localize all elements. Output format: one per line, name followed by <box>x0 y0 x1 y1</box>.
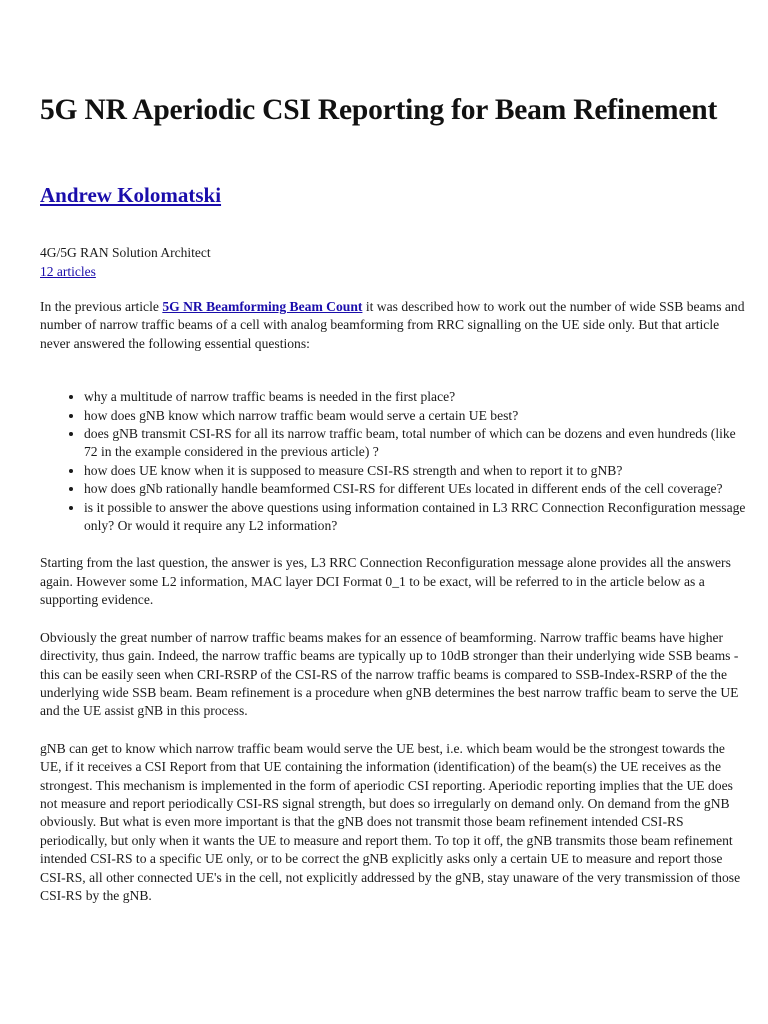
intro-paragraph <box>40 298 746 353</box>
list-item: • how does gNB know which narrow traffic beam would serve a certain UE best? <box>84 407 746 425</box>
author-role: 4G/5G RAN Solution Architect <box>40 245 211 260</box>
previous-article-link[interactable]: 5G NR Beamforming Beam Count <box>162 299 363 314</box>
article-body <box>40 298 746 924</box>
questions-list <box>40 388 746 535</box>
paragraph-narrow-beams: Obviously the great number of narrow traffic beams makes for an essence of beamforming. Narrow traffic beams have higher directivity, thus gain. Indeed, the narrow traffic beams are typically up to 10dB stronger than their underlying wide SSB beams - this can be easily seen when CRI-RSRP of the CSI-RS of the narrow traffic beams is compared to SSB-Index-RSRP of the the underlying wide SSB beam. Beam refinement is a procedure when gNB determines the best narrow traffic beam to serve the UE and the UE assist gNB in this process. <box>40 629 739 719</box>
paragraph-last-question: Starting from the last question, the answer is yes, L3 RRC Connection Reconfiguration message alone provides all the answers again. However some L2 information, MAC layer DCI Format 0_1 to be exact, will be referred to in the article below as a supporting evidence. <box>40 555 731 608</box>
intro-after: it was described how to work out the number of wide SSB beams and number of narrow traffic beams of a cell with analog beamforming from RRC signalling on the UE side only. But that article never answered the following essential questions: <box>40 299 745 351</box>
list-item: • does gNB transmit CSI-RS for all its narrow traffic beam, total number of which can be dozens and even hundreds (like 72 in the example considered in the previous article) ? <box>84 425 746 462</box>
intro-before: In the previous article <box>40 299 163 314</box>
list-item: • how does gNb rationally handle beamformed CSI-RS for different UEs located in different ends of the cell coverage? <box>84 480 746 498</box>
paragraph-aperiodic-reporting: gNB can get to know which narrow traffic beam would serve the UE best, i.e. which beam would be the strongest towards the UE, if it receives a CSI Report from that UE containing the information (identification) of the beam(s) the UE receives as the strongest. This mechanism is implemented in the form of aperiodic CSI reporting. Aperiodic reporting implies that the UE does not measure and report periodically CSI-RS signal strength, but does so irregularly on demand only. On demand from the gNB obviously. But what is even more important is that the gNB does not transmit those beam refinement intended CSI-RS periodically, but only when it wants the UE to measure and report them. To top it off, the gNB transmits those beam refinement intended CSI-RS to a specific UE only, or to be correct the gNB explicitly asks only a certain UE to measure and report those CSI-RS, all other connected UE's in the cell, not explicitly addressed by the gNB, stay unaware of the very transmission of those CSI-RS by the gNB. <box>40 740 741 903</box>
articles-count-link[interactable]: 12 articles <box>40 264 96 279</box>
list-item: • how does UE know when it is supposed to measure CSI-RS strength and when to report it to gNB? <box>84 462 746 480</box>
list-item: • is it possible to answer the above questions using information contained in L3 RRC Connection Reconfiguration message only? Or would it require any L2 information? <box>84 499 746 536</box>
list-item: • why a multitude of narrow traffic beams is needed in the first place? <box>84 388 746 406</box>
article-title: 5G NR Aperiodic CSI Reporting for Beam Refinement <box>40 94 718 126</box>
author-link[interactable]: Andrew Kolomatski <box>40 183 222 207</box>
